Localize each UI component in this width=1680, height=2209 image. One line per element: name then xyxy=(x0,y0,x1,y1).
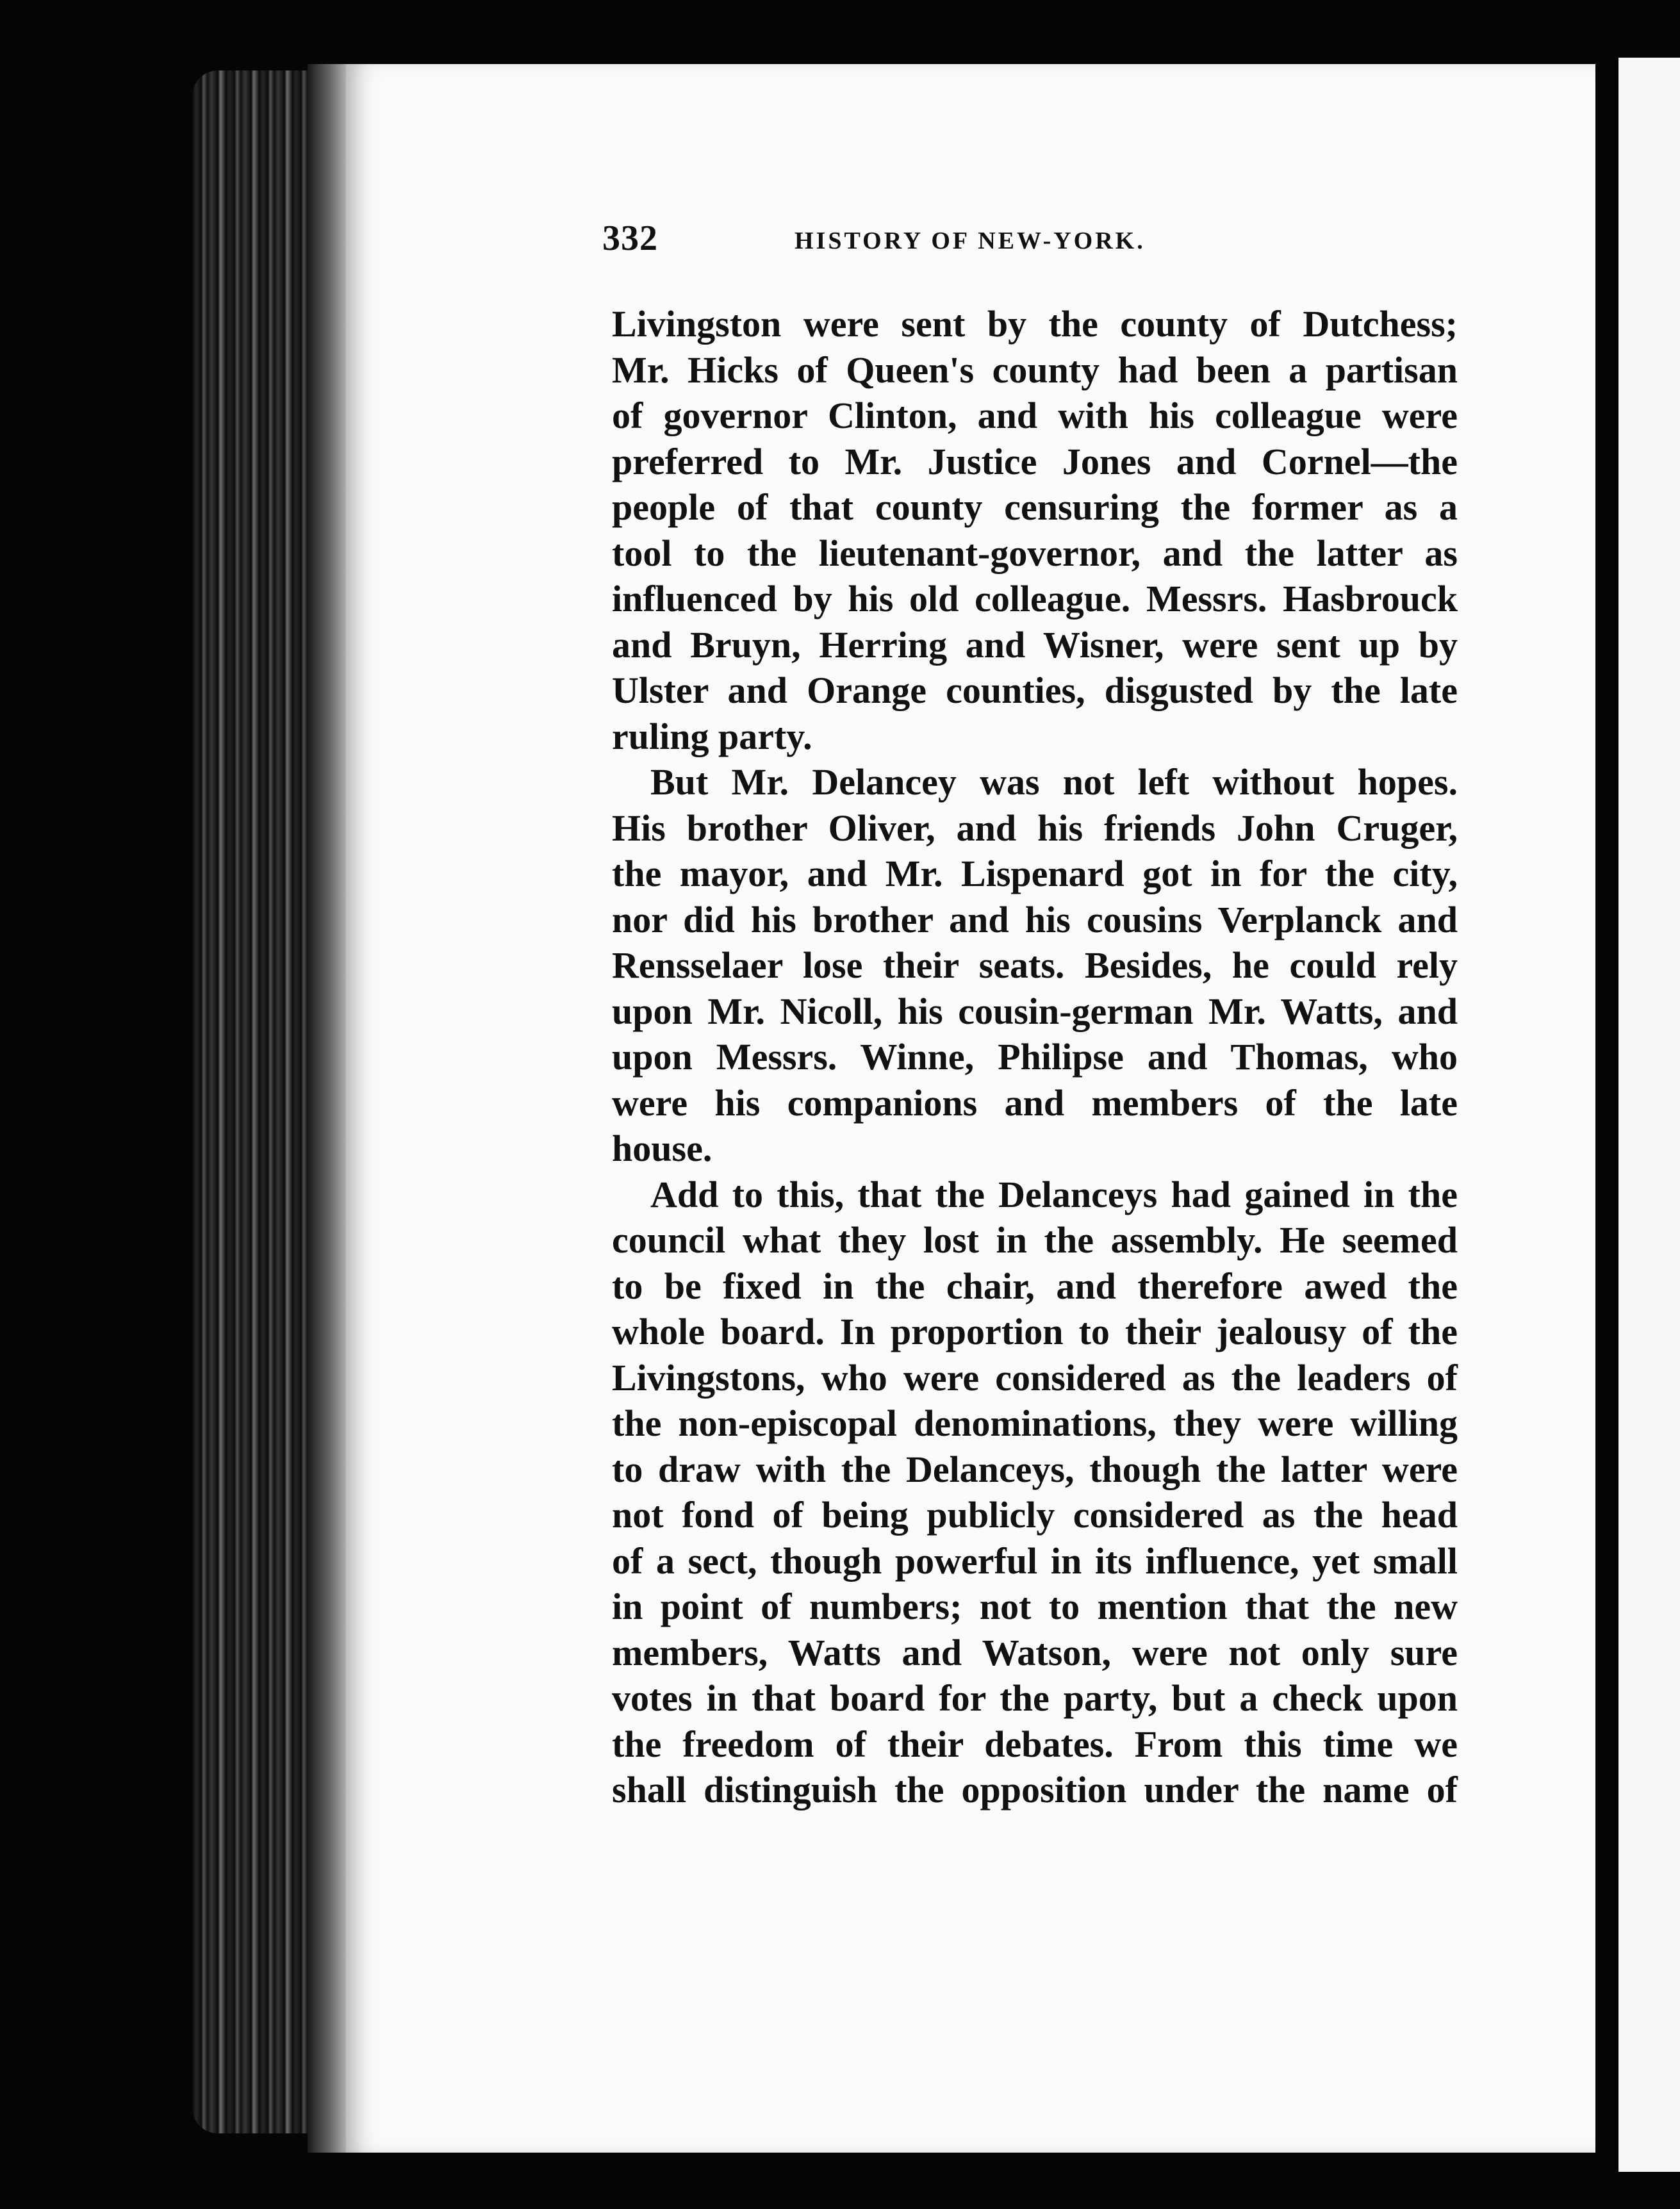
text-line: shall distinguish the opposition under the name of xyxy=(612,1769,1458,1811)
text-line: of a sect, though powerful in its influence, yet small xyxy=(612,1540,1458,1582)
text-line: in point of numbers; not to mention that the new xyxy=(612,1586,1458,1627)
text-line: ruling party. xyxy=(612,715,812,757)
text-line: members, Watts and Watson, were not only sure xyxy=(612,1631,1458,1673)
text-line: the non-episcopal denominations, they were willing xyxy=(612,1402,1458,1444)
text-line: influenced by his old colleague. Messrs. Hasbrouck xyxy=(612,578,1458,620)
text-line: nor did his brother and his cousins Verplanck and xyxy=(612,898,1458,940)
text-line: the freedom of their debates. From this time we xyxy=(612,1723,1458,1765)
text-line: of governor Clinton, and with his colleague were xyxy=(612,395,1458,436)
body-text xyxy=(612,301,1458,1813)
text-line: to be fixed in the chair, and therefore awed the xyxy=(612,1265,1458,1307)
facing-page-edge xyxy=(1615,58,1680,2172)
page-number: 332 xyxy=(602,218,658,258)
text-line: not fond of being publicly considered as the head xyxy=(612,1494,1458,1536)
text-line: house. xyxy=(612,1128,712,1169)
text-line: Rensselaer lose their seats. Besides, he could rely xyxy=(612,944,1458,986)
text-line: the mayor, and Mr. Lispenard got in for the city, xyxy=(612,853,1458,894)
text-line: and Bruyn, Herring and Wisner, were sent up by xyxy=(612,623,1458,666)
text-line: whole board. In proportion to their jealousy of the xyxy=(612,1311,1458,1352)
text-line: Livingston were sent by the county of Dutchess; xyxy=(612,303,1458,345)
text-line: Livingstons, who were considered as the leaders of xyxy=(612,1356,1458,1399)
text-line: votes in that board for the party, but a check upon xyxy=(612,1677,1458,1719)
text-line: upon Messrs. Winne, Philipse and Thomas, who xyxy=(612,1036,1458,1078)
text-line: upon Mr. Nicoll, his cousin-german Mr. Watts, and xyxy=(612,990,1458,1032)
text-line: Add to this, that the Delanceys had gained in the xyxy=(650,1173,1458,1215)
text-line: to draw with the Delanceys, though the latter were xyxy=(612,1448,1458,1490)
text-line: council what they lost in the assembly. He seemed xyxy=(612,1219,1458,1261)
text-line: preferred to Mr. Justice Jones and Cornel—the xyxy=(612,440,1458,482)
text-line: But Mr. Delancey was not left without hopes. xyxy=(650,761,1458,803)
text-line: tool to the lieutenant-governor, and the latter as xyxy=(612,532,1458,574)
text-line: were his companions and members of the late xyxy=(612,1081,1458,1124)
text-line: people of that county censuring the former as a xyxy=(612,486,1458,528)
running-head xyxy=(602,218,1243,269)
text-line: His brother Oliver, and his friends John Cruger, xyxy=(612,807,1458,849)
text-line: Ulster and Orange counties, disgusted by the late xyxy=(612,669,1458,711)
running-title: HISTORY OF NEW-YORK. xyxy=(795,227,1146,254)
text-line: Mr. Hicks of Queen's county had been a partisan xyxy=(612,349,1458,391)
